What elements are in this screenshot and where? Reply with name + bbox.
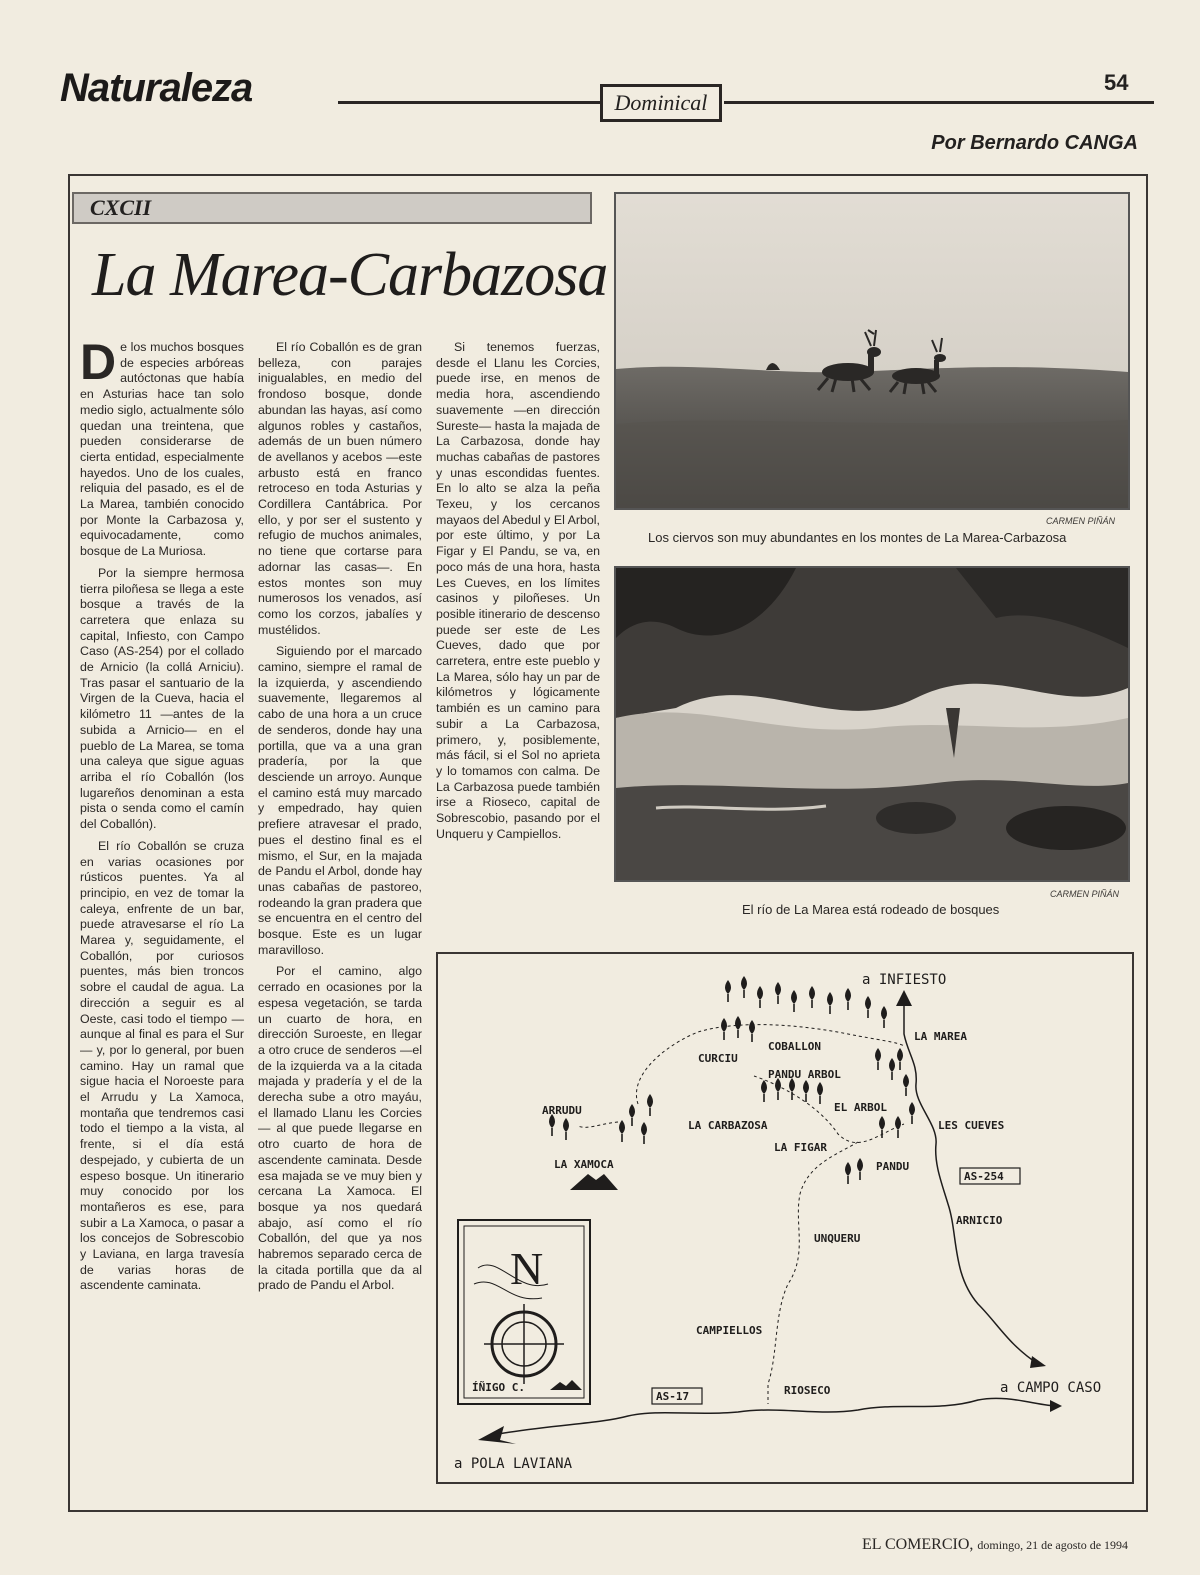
map-label-as17: AS-17 bbox=[656, 1390, 690, 1403]
photo-credit: CARMEN PIÑÁN bbox=[1046, 516, 1116, 526]
header-rule-right bbox=[724, 101, 1154, 104]
map-label-pola-laviana: a POLA LAVIANA bbox=[454, 1456, 573, 1472]
mountain-icon bbox=[570, 1174, 618, 1190]
article-title: La Marea-Carbazosa bbox=[92, 241, 608, 309]
text-column-3 bbox=[436, 340, 600, 849]
paragraph: Si tenemos fuerzas, desde el Llanu les Corcies, puede irse, en menos de media hora, ascendiendo suavemente —en dirección Sureste— hasta la majada de La Carbazosa, donde hay muchas cabañas de pastores y unas escondidas fuentes. En lo alto se alza la peña Texeu, y los cercanos mayaos del Abedul y El Arbol, por este último, y por La Figar y El Pandu, se va, en poco más de una hora, hasta Les Cueves, en los límites casinos y piloñeses. Un posible itinerario de descenso puede ser este de Les Cueves, dado que por carretera, entre este pueblo y La Marea, sólo hay un par de kilómetros y lógicamente también es un camino para subir a La Carbazosa, primero, y, posiblemente, más fácil, si el Sol no aprieta y lo tomamos con calma. De La Carbazosa puede también irse a Rioseco, capital de Sobrescobio, pasando por el Unqueru y Campiellos. bbox=[436, 340, 600, 841]
map-label-rioseco: RIOSECO bbox=[784, 1384, 831, 1397]
photo-caption: El río de La Marea está rodeado de bosques bbox=[742, 902, 1000, 917]
map-label-pandu-arbol: PANDU ARBOL bbox=[768, 1068, 841, 1081]
map-label-la-figar: LA FIGAR bbox=[774, 1141, 827, 1154]
map-label-pandu: PANDU bbox=[876, 1160, 910, 1173]
map-label-curciu: CURCIU bbox=[698, 1052, 738, 1065]
photo-caption: Los ciervos son muy abundantes en los montes de La Marea-Carbazosa bbox=[648, 530, 1067, 545]
photo-river bbox=[614, 566, 1130, 882]
map-label-coballon: COBALLON bbox=[768, 1040, 821, 1053]
compass-north-label: N bbox=[510, 1243, 544, 1294]
paragraph: Por el camino, algo cerrado en ocasiones por la espesa vegetación, se tarda un cuarto de hora, en dirección Suroeste, en llegar a otro cruce de senderos —el de la izquierda va a la citada majada y pradería y el de la derecha sube a otro mayáu, el llamado Llanu les Corcies— al que puede llegarse en otro cuarto de hora de ascendente caminata. Desde esa majada se ve muy bien y cercana La Xamoca. El bosque ya nos quedará abajo, así como el río Coballón, del que ya nos habremos separado cerca de la citada portilla que da al prado de Pandu el Arbol. bbox=[258, 964, 422, 1293]
map-label-les-cueves: LES CUEVES bbox=[938, 1119, 1005, 1132]
paragraph: Por la siempre hermosa tierra piloñesa se llega a este bosque a través de la carretera que enlaza su capital, Infiesto, con Campo Caso (AS-254) por el collado de Arnicio (la collá Arniciu). Tras pasar el santuario de la Virgen de la Cueva, hacia el kilómetro 11 —antes de la subida a Arnicio— en el pueblo de La Marea, se toma una caleya que sigue aguas arriba el río Coballón (los lugareños denominan a esta pista o senda como el camín del Coballón). bbox=[80, 565, 244, 832]
masthead-badge: Dominical bbox=[600, 84, 722, 122]
map-label-arnicio: ARNICIO bbox=[956, 1214, 1003, 1227]
map-label-infiesto: a INFIESTO bbox=[862, 972, 947, 988]
trail bbox=[578, 1122, 618, 1127]
map-label-campo-caso: a CAMPO CASO bbox=[1000, 1380, 1102, 1396]
map-label-la-xamoca: LA XAMOCA bbox=[554, 1158, 614, 1171]
map-label-arrudu: ARRUDU bbox=[542, 1104, 582, 1117]
map-label-campiellos: CAMPIELLOS bbox=[696, 1324, 763, 1337]
map-signature: ÍÑIGO C. bbox=[472, 1381, 525, 1394]
byline: Por Bernardo CANGA bbox=[931, 132, 1138, 154]
text-column-1 bbox=[80, 334, 244, 1300]
footer-date: domingo, 21 de agosto de 1994 bbox=[977, 1538, 1129, 1552]
footer-paper: EL COMERCIO, bbox=[862, 1536, 974, 1553]
paragraph: El río Coballón se cruza en varias ocasiones por rústicos puentes. Ya al principio, en vez de tomar la caleya, enfrente de un bar, puede atravesarse el río La Marea y, seguidamente, el Coballón, por curiosos puentes, más bien troncos sobre el caudal de agua. La dirección a seguir es al Oeste, casi todo el tiempo —aunque al final es para el Sur— y, por lo general, por buen camino. Hay un ramal que sigue hacia el Noroeste para el Arrudu y La Xamoca, montaña que tendremos casi todo el tiempo a la vista, al frente, si el día está despejado, y cubierta de un espeso bosque. Un itinerario muy conocido por los montañeros es ese, para subir a La Xamoca, o pasar a los concejos de Sobrescobio y Laviana, en larga travesía de varias horas de ascendente caminata. bbox=[80, 838, 244, 1293]
section-title: Naturaleza bbox=[60, 66, 253, 110]
tree-icons bbox=[549, 976, 915, 1184]
map-label-unqueru: UNQUERU bbox=[814, 1232, 861, 1245]
arrow-icon bbox=[1050, 1400, 1062, 1412]
paragraph: Siguiendo por el marcado camino, siempre el ramal de la izquierda, y ascendiendo suavemente, llegaremos al cabo de una hora a un cruce de senderos, donde hay una portilla, que va a una gran pradería, por la que desciende un arroyo. Aunque el camino está muy marcado y empedrado, hay quien prefiere atravesar el prado, pues el destino final es el mismo, el Sur, en la majada de Pandu el Arbol, donde hay unas cabañas de pastoreo, rodeando la gran pradera que se encuentra en el centro del bosque. Este es un lugar maravilloso. bbox=[258, 644, 422, 957]
footer bbox=[862, 1536, 1128, 1554]
text-column-2 bbox=[258, 340, 422, 1300]
photo-credit: CARMEN PIÑÁN bbox=[1050, 889, 1120, 899]
paragraph: El río Coballón es de gran belleza, con parajes inigualables, en medio del frondoso bosque, donde abundan las hayas, así como algunos robles y castaños, además de un buen número de avellanos y acebos —este arbusto está en franco retroceso en toda Asturias y Cordillera Cantábrica. Por ello, y por ser el sustento y refugio de muchos animales, no tiene que cortarse para adornar las casas—. En estos montes son muy numerosos los venados, así como los corzos, jabalíes y mustélidos. bbox=[258, 340, 422, 637]
map-label-el-arbol: EL ARBOL bbox=[834, 1101, 887, 1114]
header-rule-left bbox=[338, 101, 600, 104]
route-map bbox=[436, 952, 1134, 1484]
paragraph: De los muchos bosques de especies arbóreas autóctonas que había en Asturias hace tan solo medio siglo, actualmente sólo quedan una treintena, que pueden considerarse de cierta entidad, especialmente hayedos. Uno de los cuales, reliquia del pasado, es el de La Marea, también conocido por Monte la Carbazosa y, equivocadamente, como bosque de La Muriosa. bbox=[80, 334, 244, 559]
dropcap: D bbox=[80, 334, 117, 390]
page-number: 54 bbox=[1104, 70, 1129, 95]
arrow-icon bbox=[896, 990, 912, 1006]
map-label-la-carbazosa: LA CARBAZOSA bbox=[688, 1119, 768, 1132]
map-label-as254: AS-254 bbox=[964, 1170, 1004, 1183]
trail bbox=[636, 1025, 904, 1104]
compass-rose bbox=[458, 1220, 590, 1404]
map-label-la-marea: LA MAREA bbox=[914, 1030, 967, 1043]
photo-deer bbox=[614, 192, 1130, 510]
article-kicker: CXCII bbox=[72, 192, 592, 224]
arrow-icon bbox=[478, 1426, 516, 1444]
arrow-icon bbox=[1030, 1356, 1046, 1368]
mountain-icon bbox=[550, 1380, 582, 1390]
trail bbox=[768, 1142, 858, 1404]
